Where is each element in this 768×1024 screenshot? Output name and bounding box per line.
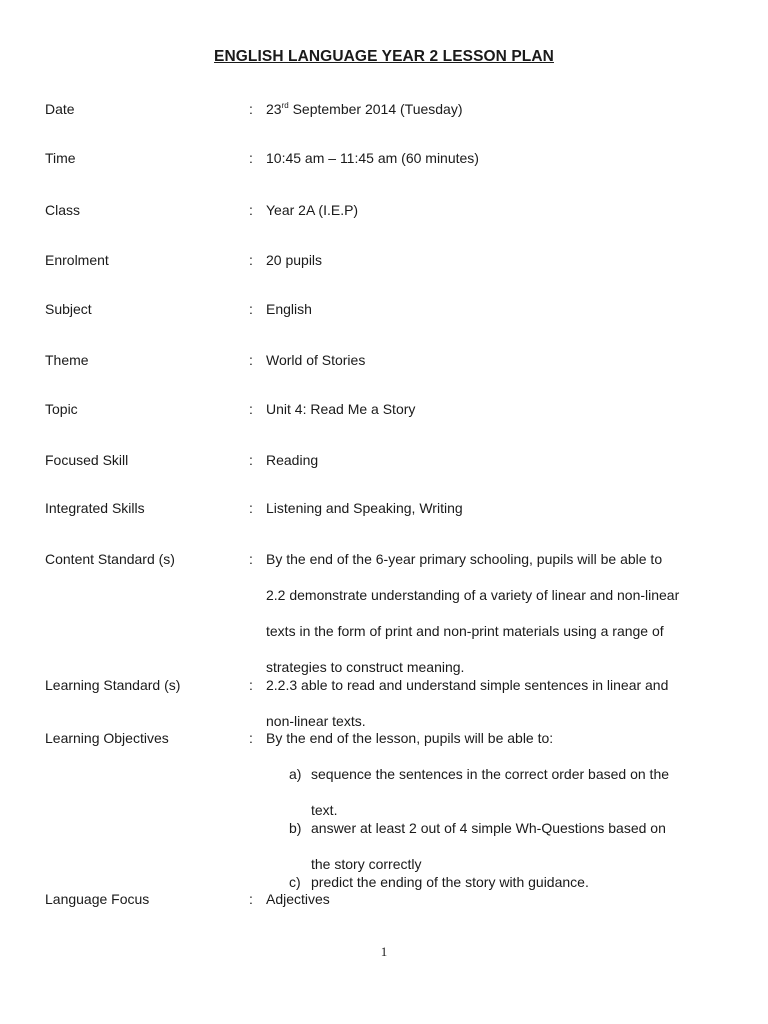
field-colon: : <box>249 677 253 693</box>
field-label: Topic <box>45 401 78 417</box>
objective-text: predict the ending of the story with guidance. <box>311 874 589 890</box>
date-rest: September 2014 (Tuesday) <box>288 101 463 117</box>
field-value <box>266 101 463 117</box>
date-suffix: rd <box>281 101 289 110</box>
field-value: Year 2A (I.E.P) <box>266 202 359 218</box>
field-value: Adjectives <box>266 891 330 907</box>
field-colon: : <box>249 730 253 746</box>
field-label: Integrated Skills <box>45 500 145 516</box>
page-title: ENGLISH LANGUAGE YEAR 2 LESSON PLAN <box>214 48 554 65</box>
field-label: Learning Standard (s) <box>45 677 181 693</box>
field-colon: : <box>249 452 253 468</box>
field-colon: : <box>249 202 253 218</box>
field-label: Theme <box>45 352 89 368</box>
field-label: Content Standard (s) <box>45 551 175 567</box>
page-number: 1 <box>380 944 388 959</box>
objective-item <box>289 766 669 782</box>
field-label: Class <box>45 202 81 218</box>
field-label: Focused Skill <box>45 452 129 468</box>
objective-text: sequence the sentences in the correct order based on the <box>311 766 670 782</box>
date-day: 23 <box>266 101 282 117</box>
objective-item <box>289 874 589 890</box>
field-value: English <box>266 301 312 317</box>
objective-text: answer at least 2 out of 4 simple Wh-Questions based on <box>311 820 666 836</box>
content-standard-line: 2.2 demonstrate understanding of a variety of linear and non-linear <box>266 587 680 603</box>
field-colon: : <box>249 500 253 516</box>
objective-marker: c) <box>289 874 301 890</box>
field-value: Reading <box>266 452 319 468</box>
objective-marker: a) <box>289 766 302 782</box>
content-standard-line: strategies to construct meaning. <box>266 659 465 675</box>
field-value: World of Stories <box>266 352 366 368</box>
field-label: Language Focus <box>45 891 150 907</box>
field-colon: : <box>249 551 253 567</box>
field-label: Subject <box>45 301 92 317</box>
field-label: Enrolment <box>45 252 109 268</box>
field-value: 10:45 am – 11:45 am (60 minutes) <box>266 150 479 166</box>
field-colon: : <box>249 101 253 117</box>
field-colon: : <box>249 301 253 317</box>
content-standard-line: By the end of the 6-year primary schooling, pupils will be able to <box>266 551 663 567</box>
field-colon: : <box>249 891 253 907</box>
content-standard-line: texts in the form of print and non-print materials using a range of <box>266 623 664 639</box>
field-label: Time <box>45 150 76 166</box>
field-colon: : <box>249 150 253 166</box>
learning-standard-line: 2.2.3 able to read and understand simple sentences in linear and <box>266 677 669 693</box>
learning-standard-line: non-linear texts. <box>266 713 366 729</box>
field-label: Date <box>45 101 75 117</box>
objective-continuation: text. <box>311 802 338 818</box>
field-colon: : <box>249 352 253 368</box>
field-value: 20 pupils <box>266 252 323 268</box>
objective-item <box>289 820 666 836</box>
objectives-intro: By the end of the lesson, pupils will be able to: <box>266 730 554 746</box>
objective-marker: b) <box>289 820 302 836</box>
field-colon: : <box>249 401 253 417</box>
objective-continuation: the story correctly <box>311 856 422 872</box>
field-value: Unit 4: Read Me a Story <box>266 401 416 417</box>
field-value: Listening and Speaking, Writing <box>266 500 463 516</box>
field-colon: : <box>249 252 253 268</box>
field-label: Learning Objectives <box>45 730 169 746</box>
